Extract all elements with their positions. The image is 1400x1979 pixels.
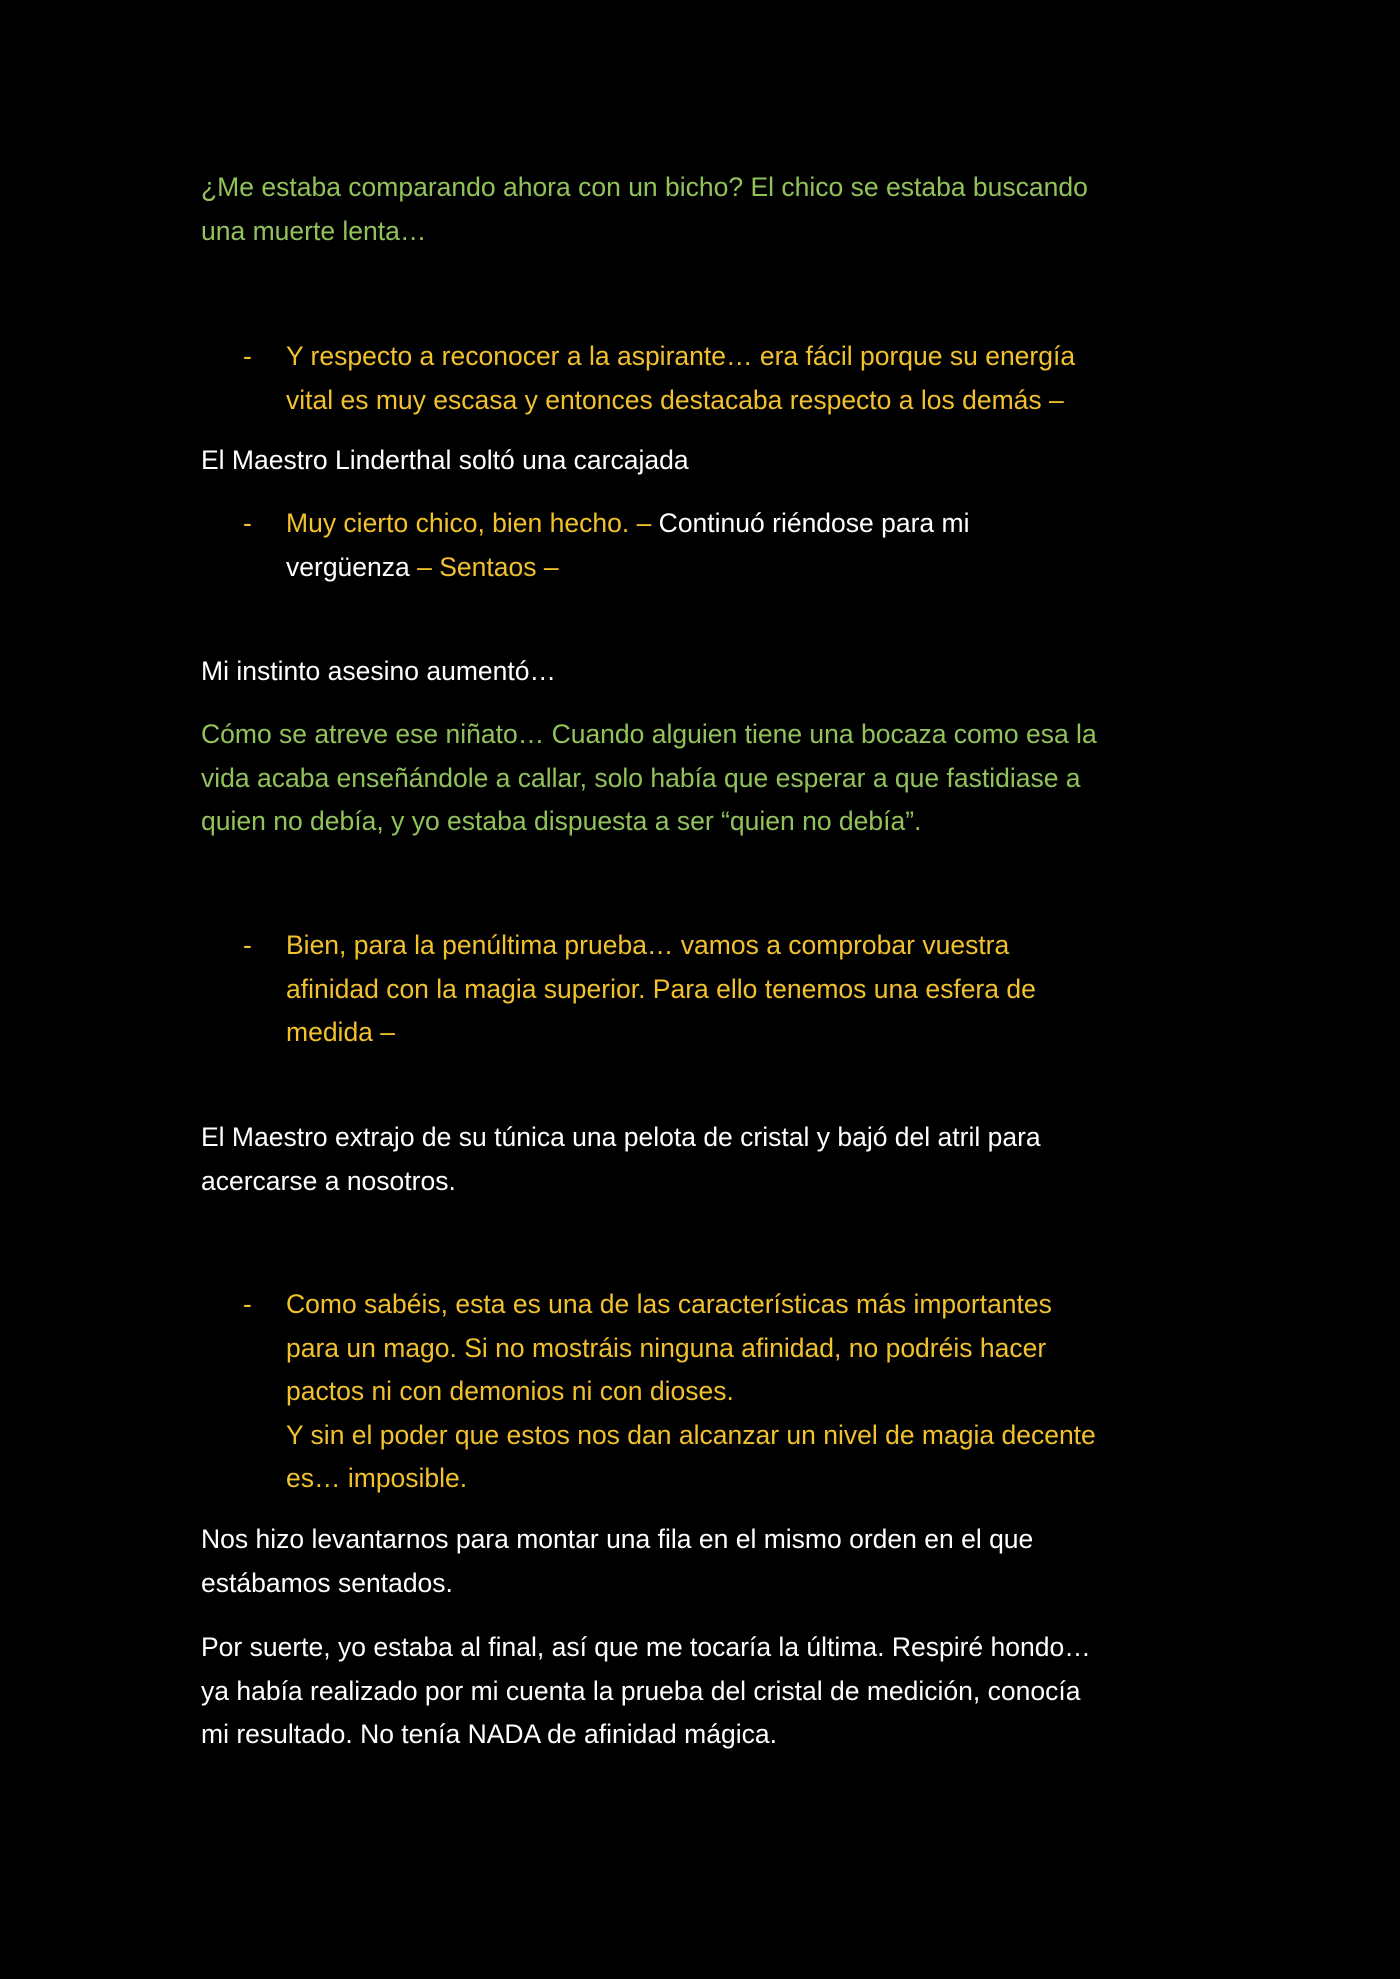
text-line: quien no debía, y yo estaba dispuesta a ser “quien no debía”.: [201, 806, 922, 836]
text-line: es… imposible.: [286, 1463, 468, 1493]
narration-text: Continuó riéndose para mi: [651, 508, 970, 538]
text-line: una muerte lenta…: [201, 215, 427, 246]
text-line: El Maestro Linderthal soltó una carcajada: [201, 445, 689, 475]
text-line: medida –: [286, 1017, 396, 1047]
narration-paragraph-2: [201, 650, 1201, 694]
text-line: Bien, para la penúltima prueba… vamos a comprobar vuestra: [286, 930, 1010, 960]
text-line: mi resultado. No tenía NADA de afinidad mágica.: [201, 1719, 777, 1749]
narration-text: vergüenza: [286, 551, 410, 582]
list-dash: -: [243, 1289, 252, 1319]
text-line: ya había realizado por mi cuenta la prueba del cristal de medición, conocía: [201, 1675, 1081, 1706]
text-line: vida acaba enseñándole a callar, solo había que esperar a que fastidiase a: [201, 762, 1081, 793]
text-line: El Maestro extrajo de su túnica una pelota de cristal y bajó del atril para: [201, 1122, 1041, 1152]
dialogue-text: – Sentaos –: [409, 551, 559, 582]
narration-paragraph-3: [201, 1116, 1201, 1203]
narration-paragraph-4: [201, 1518, 1201, 1605]
list-dash: -: [243, 508, 252, 538]
narration-paragraph-1: [201, 439, 1201, 483]
thought-paragraph-2: [201, 713, 1201, 844]
thought-paragraph-1: [201, 166, 1201, 253]
list-dash: -: [243, 930, 252, 960]
text-line: estábamos sentados.: [201, 1567, 453, 1598]
text-line: Y respecto a reconocer a la aspirante… era fácil porque su energía: [286, 341, 1076, 371]
text-line: Por suerte, yo estaba al final, así que me tocaría la última. Respiré hondo…: [201, 1632, 1091, 1662]
text-line: Y sin el poder que estos nos dan alcanzar un nivel de magia decente: [286, 1419, 1096, 1450]
dialogue-text: Muy cierto chico, bien hecho. –: [286, 508, 652, 538]
text-line: para un mago. Si no mostráis ninguna afinidad, no podréis hacer: [286, 1332, 1047, 1363]
text-line: afinidad con la magia superior. Para ello tenemos una esfera de: [286, 973, 1036, 1004]
text-line: Como sabéis, esta es una de las características más importantes: [286, 1289, 1052, 1319]
text-line: vital es muy escasa y entonces destacaba respecto a los demás –: [286, 384, 1064, 415]
list-dash: -: [243, 341, 252, 371]
text-line: ¿Me estaba comparando ahora con un bicho? El chico se estaba buscando: [201, 172, 1088, 202]
text-line: acercarse a nosotros.: [201, 1165, 456, 1196]
text-line: Nos hizo levantarnos para montar una fila en el mismo orden en el que: [201, 1524, 1034, 1554]
narration-paragraph-5: [201, 1626, 1201, 1757]
text-line: Cómo se atreve ese niñato… Cuando alguien tiene una bocaza como esa la: [201, 719, 1097, 749]
text-line: Mi instinto asesino aumentó…: [201, 656, 556, 686]
text-line: pactos ni con demonios ni con dioses.: [286, 1376, 734, 1406]
